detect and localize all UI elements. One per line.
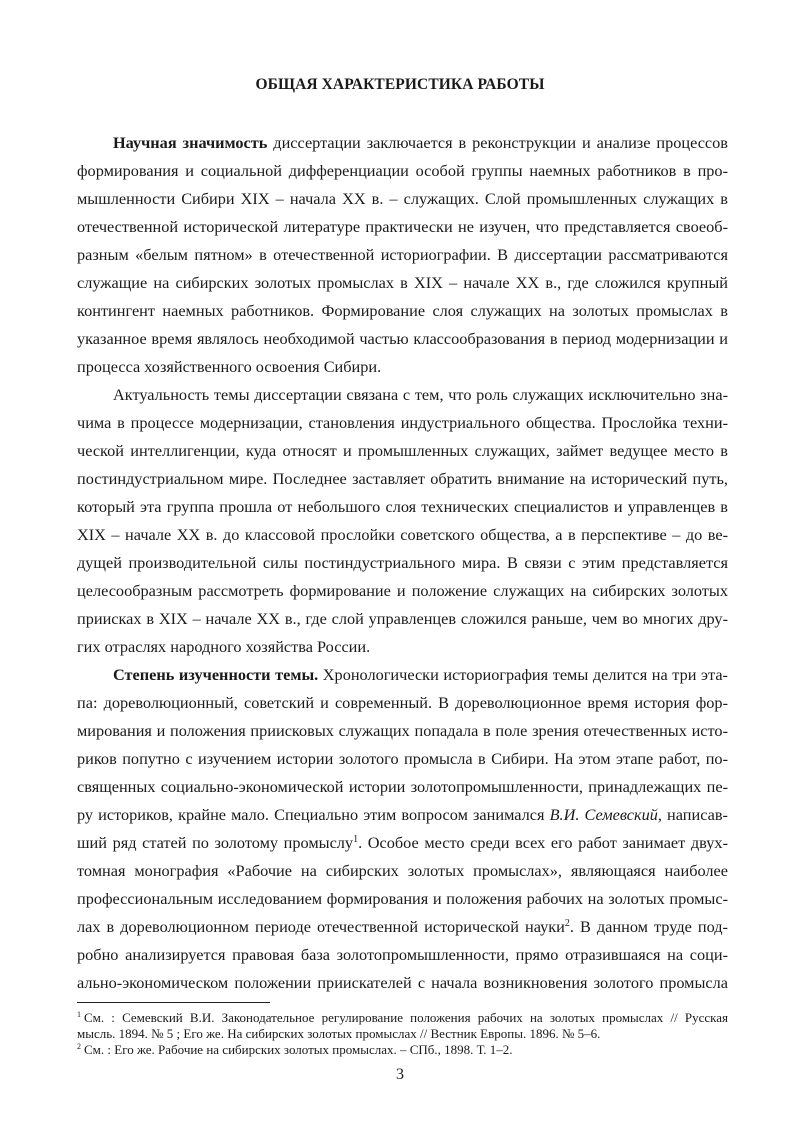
text-line: формирования и социальной дифференциации особой группы наемных работников в про- (77, 161, 728, 180)
text-run: лах в дореволюционном периоде отечественной исторической науки (77, 917, 565, 936)
text-line (77, 801, 728, 829)
footnote-1-continued: мысль. 1894. № 5 ; Его же. На сибирских золотых промыслах // Вестник Европы. 1896. № 5–6. (77, 1026, 601, 1041)
text-line (77, 829, 728, 857)
footnote-ref-1[interactable]: 1 (353, 834, 359, 845)
text-run: ший ряд статей по золотому промыслу (77, 833, 354, 852)
paragraph-scientific-significance-line (77, 129, 728, 157)
text-line: процесса хозяйственного освоения Сибири. (77, 357, 382, 376)
text-line: разным «белым пятном» в отечественной историографии. В диссертации рассматриваются (77, 245, 728, 264)
text-line: целесообразным рассмотреть формирование и положение служащих на сибирских золотых (77, 581, 728, 600)
body-text (77, 129, 728, 997)
text-line: мирования и положения приисковых служащих попадала в поле зрения отечественных исто- (77, 721, 728, 740)
footnote-text: См. : Семевский В.И. Законодательное регулирование положения рабочих на золотых промыслах // Русская (84, 1010, 728, 1025)
text-line (77, 913, 728, 941)
text-line: священных социально-экономической истории золотопромышленности, принадлежащих пе- (77, 777, 728, 796)
text-line: па: дореволюционный, советский и современный. В дореволюционное время история фор- (77, 693, 728, 712)
footnote-separator (77, 1002, 270, 1003)
text-line: робно анализируется правовая база золотопромышленности, прямо отразившаяся на соци- (77, 945, 728, 964)
footnote-ref-2[interactable]: 2 (564, 918, 570, 929)
text-run: Хронологически историография темы делится на три эта- (318, 665, 728, 684)
text-line: постиндустриальном мире. Последнее заставляет обратить внимание на исторический путь, (77, 469, 728, 488)
text-line: служащие на сибирских золотых промыслах в XIX – начале XX в., где сложился крупный (77, 273, 728, 292)
text-line: который эта группа прошла от небольшого слоя технических специалистов и управленцев в (77, 497, 728, 516)
text-run: ру историков, крайне мало. Специально этим вопросом занимался (77, 805, 550, 824)
footnotes (77, 1010, 728, 1058)
text-line: ческой интеллигенции, куда относят и промышленных служащих, займет ведущее место в (77, 441, 728, 460)
footnote-1 (77, 1010, 728, 1026)
text-line: отечественной исторической литературе практически не изучен, что представляется своеоб- (77, 217, 728, 236)
text-line: указанное время являлось необходимой частью классообразования в период модернизации и (77, 329, 728, 348)
text-line: чима в процессе модернизации, становления индустриального общества. Прослойка техни- (77, 413, 728, 432)
text-line: томная монография «Рабочие на сибирских золотых промыслах», являющаяся наиболее (77, 861, 728, 880)
text-line: дущей производительной силы постиндустриального мира. В связи с этим представляется (77, 553, 728, 572)
footnote-text: См. : Его же. Рабочие на сибирских золотых промыслах. – СПб., 1898. Т. 1–2. (84, 1042, 513, 1057)
text-line: ально-экономическом положении приискателей с начала возникновения золотого промысла (77, 973, 728, 992)
bold-lead-degree-of-study: Степень изученности темы. (113, 665, 319, 684)
text-run: диссертации заключается в реконструкции и анализе процессов (267, 133, 728, 152)
text-line: профессиональным исследованием формирования и положения рабочих на золотых промыс- (77, 889, 728, 908)
footnote-mark-2: 2 (77, 1042, 81, 1051)
page-number: 3 (396, 1066, 404, 1083)
text-run: , написав- (657, 805, 728, 824)
text-line: мышленности Сибири XIX – начала XX в. – служащих. Слой промышленных служащих в (77, 189, 728, 208)
section-title: ОБЩАЯ ХАРАКТЕРИСТИКА РАБОТЫ (255, 76, 545, 93)
paragraph-degree-of-study-line (77, 661, 728, 689)
footnote-2 (77, 1042, 728, 1058)
text-run: . Особое место среди всех его работ занимает двух- (358, 833, 728, 852)
paragraph-relevance-line: Актуальность темы диссертации связана с тем, что роль служащих исключительно зна- (113, 385, 728, 404)
text-line: приисках в XIX – начале XX в., где слой управленцев сложился раньше, чем во многих дру- (77, 609, 728, 628)
text-line: риков попутно с изучением истории золотого промысла в Сибири. На этом этапе работ, по- (77, 749, 728, 768)
footnote-mark-1: 1 (77, 1010, 81, 1019)
text-run: . В данном труде под- (569, 917, 728, 936)
bold-lead-scientific-significance: Научная значимость (113, 133, 268, 152)
author-name-italic: В.И. Семевский (549, 805, 658, 824)
text-line: XIX – начале XX в. до классовой прослойки советского общества, а в перспективе – до ве- (77, 525, 728, 544)
text-line: контингент наемных работников. Формирование слоя служащих на золотых промыслах в (77, 301, 728, 320)
text-line: гих отраслях народного хозяйства России. (77, 637, 371, 656)
